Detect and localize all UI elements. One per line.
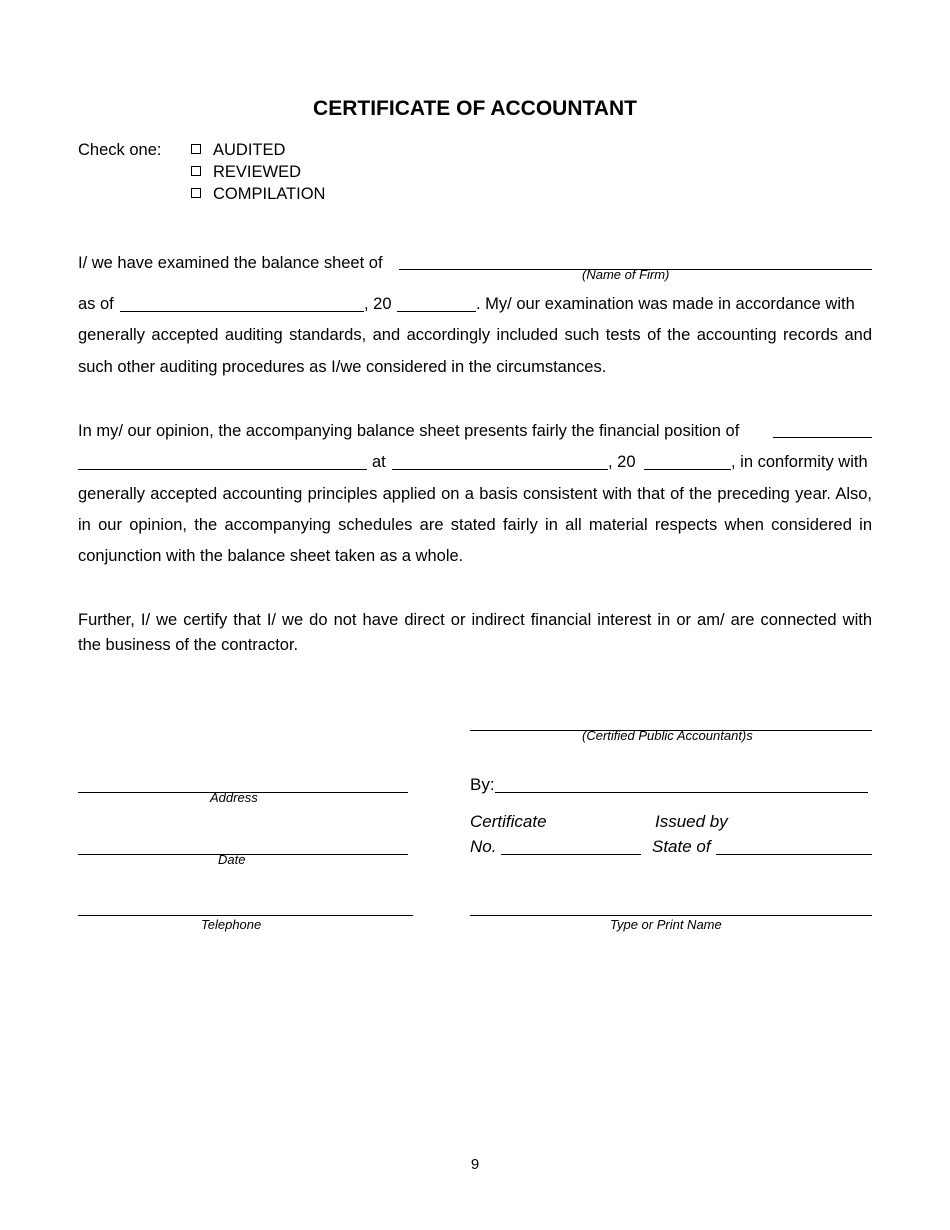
comma-20-label-2: , 20 xyxy=(608,453,636,471)
name-of-firm-caption: (Name of Firm) xyxy=(582,267,670,282)
financial-position-field-cont[interactable] xyxy=(78,469,367,470)
para2-line4: in our opinion, the accompanying schedules are stated fairly in all material respects when considered in xyxy=(78,516,872,534)
para1-line4: such other auditing procedures as I/we considered in the circumstances. xyxy=(78,358,607,376)
date-caption: Date xyxy=(218,852,246,867)
address-caption: Address xyxy=(210,790,258,805)
issued-by-label: Issued by xyxy=(655,812,728,831)
financial-position-field[interactable] xyxy=(773,437,872,438)
para1-line2-tail: . My/ our examination was made in accordance with xyxy=(476,295,855,313)
check-one-label: Check one: xyxy=(78,141,162,159)
checkbox-icon[interactable] xyxy=(191,166,201,176)
by-label: By: xyxy=(470,775,495,794)
para3-line2: the business of the contractor. xyxy=(78,636,299,654)
checkbox-compilation-label: COMPILATION xyxy=(213,185,326,203)
state-field[interactable] xyxy=(716,854,872,855)
para3-line1: Further, I/ we certify that I/ we do not have direct or indirect financial interest in or am/ are connected with xyxy=(78,611,872,629)
at-label: at xyxy=(372,453,386,471)
para2-line1: In my/ our opinion, the accompanying balance sheet presents fairly the financial position of xyxy=(78,422,740,440)
telephone-field[interactable] xyxy=(78,915,413,916)
conformity-label: , in conformity with xyxy=(731,453,868,471)
no-label: No. xyxy=(470,837,497,856)
checkbox-reviewed-label: REVIEWED xyxy=(213,163,302,181)
certificate-label: Certificate xyxy=(470,812,547,831)
year-field-2[interactable] xyxy=(644,469,731,470)
checkbox-audited-label: AUDITED xyxy=(213,141,286,159)
checkbox-icon[interactable] xyxy=(191,144,201,154)
comma-20-label: , 20 xyxy=(364,295,392,313)
cpa-caption: (Certified Public Accountant)s xyxy=(582,728,753,743)
checkbox-audited[interactable] xyxy=(191,140,285,160)
checkbox-compilation[interactable] xyxy=(191,184,325,204)
telephone-caption: Telephone xyxy=(201,917,262,932)
checkbox-icon[interactable] xyxy=(191,188,201,198)
as-of-date-field[interactable] xyxy=(120,311,364,312)
print-name-field[interactable] xyxy=(470,915,872,916)
para1-line1: I/ we have examined the balance sheet of xyxy=(78,254,383,272)
type-name-caption: Type or Print Name xyxy=(610,917,722,932)
para2-line3: generally accepted accounting principles applied on a basis consistent with that of the preceding year. Also, xyxy=(78,485,872,503)
page-number: 9 xyxy=(470,1156,480,1173)
by-signature-field[interactable] xyxy=(495,792,868,793)
at-date-field[interactable] xyxy=(392,469,608,470)
year-field-1[interactable] xyxy=(397,311,476,312)
checkbox-reviewed[interactable] xyxy=(191,162,301,182)
certificate-number-field[interactable] xyxy=(501,854,641,855)
para1-line3: generally accepted auditing standards, and accordingly included such tests of the accounting records and xyxy=(78,326,872,344)
page-title: CERTIFICATE OF ACCOUNTANT xyxy=(313,97,637,120)
state-of-label: State of xyxy=(652,837,711,856)
as-of-label: as of xyxy=(78,295,114,313)
para2-line5: conjunction with the balance sheet taken as a whole. xyxy=(78,547,464,565)
